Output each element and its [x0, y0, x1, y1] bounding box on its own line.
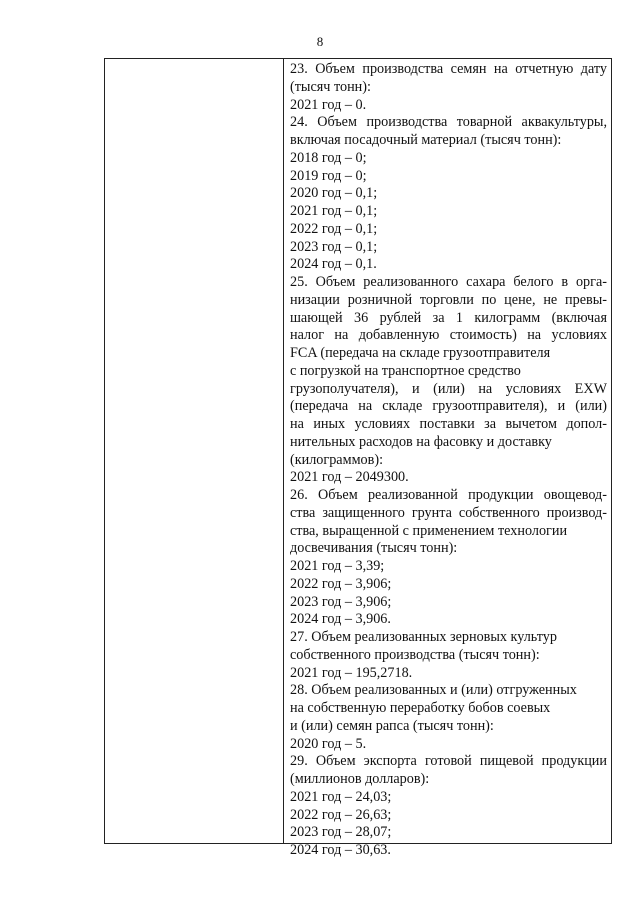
- text-line: 2024 год – 0,1.: [290, 256, 377, 273]
- text-line: 2022 год – 26,63;: [290, 806, 392, 823]
- text-line: на иных условиях поставки за вычетом допол-: [290, 416, 607, 432]
- text-line: (передача на складе грузоотправителя), и (или): [290, 398, 607, 415]
- text-line: 23. Объем производства семян на отчетную дату: [290, 61, 607, 77]
- text-line: шающей 36 рублей за 1 килограмм (включая: [290, 309, 607, 326]
- text-line: (тысяч тонн):: [290, 78, 371, 95]
- text-line: низации розничной торговли по цене, не превы-: [290, 291, 607, 308]
- text-line: 26. Объем реализованной продукции овощевод-: [290, 487, 607, 503]
- text-line: 2024 год – 30,63.: [290, 842, 391, 858]
- text-line: на собственную переработку бобов соевых: [290, 700, 551, 716]
- text-line: грузополучателя), и (или) на условиях EXW: [290, 380, 607, 397]
- text-line: FCA (передача на складе грузоотправителя: [290, 345, 551, 361]
- text-line: 2021 год – 195,2718.: [290, 664, 413, 681]
- text-line: 2018 год – 0;: [290, 149, 367, 166]
- text-line: ства защищенного грунта собственного производ-: [290, 504, 607, 521]
- text-line: 2021 год – 0,1;: [290, 203, 378, 219]
- text-line: 2023 год – 28,07;: [290, 824, 392, 841]
- text-line: ства, выращенной с применением технологии: [290, 522, 568, 539]
- text-line: 2022 год – 0,1;: [290, 220, 378, 237]
- text-line: 28. Объем реализованных и (или) отгруженных: [290, 682, 577, 699]
- text-line: 2023 год – 0,1;: [290, 238, 378, 255]
- text-line: 2024 год – 3,906.: [290, 611, 391, 628]
- text-line: 2023 год – 3,906;: [290, 593, 392, 610]
- text-line: 2019 год – 0;: [290, 167, 367, 184]
- text-line: 29. Объем экспорта готовой пищевой продукции: [290, 753, 607, 770]
- table-left-cell: [105, 59, 284, 843]
- text-line: (килограммов):: [290, 451, 384, 468]
- text-line: собственного производства (тысяч тонн):: [290, 646, 540, 663]
- page-number: 8: [316, 34, 324, 49]
- text-line: 24. Объем производства товарной аквакультуры,: [290, 114, 607, 131]
- text-line: 2020 год – 0,1;: [290, 185, 378, 202]
- text-line: 2021 год – 2049300.: [290, 469, 409, 486]
- text-line: (миллионов долларов):: [290, 771, 430, 787]
- indicators-table: [104, 58, 612, 858]
- text-line: 27. Объем реализованных зерновых культур: [290, 629, 557, 645]
- table-right-cell: [290, 61, 608, 860]
- text-line: досвечивания (тысяч тонн):: [290, 540, 458, 557]
- text-line: 2022 год – 3,906;: [290, 575, 392, 592]
- text-line: 2020 год – 5.: [290, 735, 367, 752]
- text-line: включая посадочный материал (тысяч тонн):: [290, 132, 562, 148]
- text-line: нительных расходов на фасовку и доставку: [290, 433, 552, 450]
- text-line: и (или) семян рапса (тысяч тонн):: [290, 717, 494, 734]
- text-line: 2021 год – 3,39;: [290, 558, 385, 574]
- text-line: 2021 год – 24,03;: [290, 788, 392, 805]
- text-line: налог на добавленную стоимость) на условиях: [290, 327, 607, 344]
- text-line: с погрузкой на транспортное средство: [290, 362, 521, 379]
- text-line: 2021 год – 0.: [290, 96, 367, 113]
- text-line: 25. Объем реализованного сахара белого в орга-: [290, 274, 607, 290]
